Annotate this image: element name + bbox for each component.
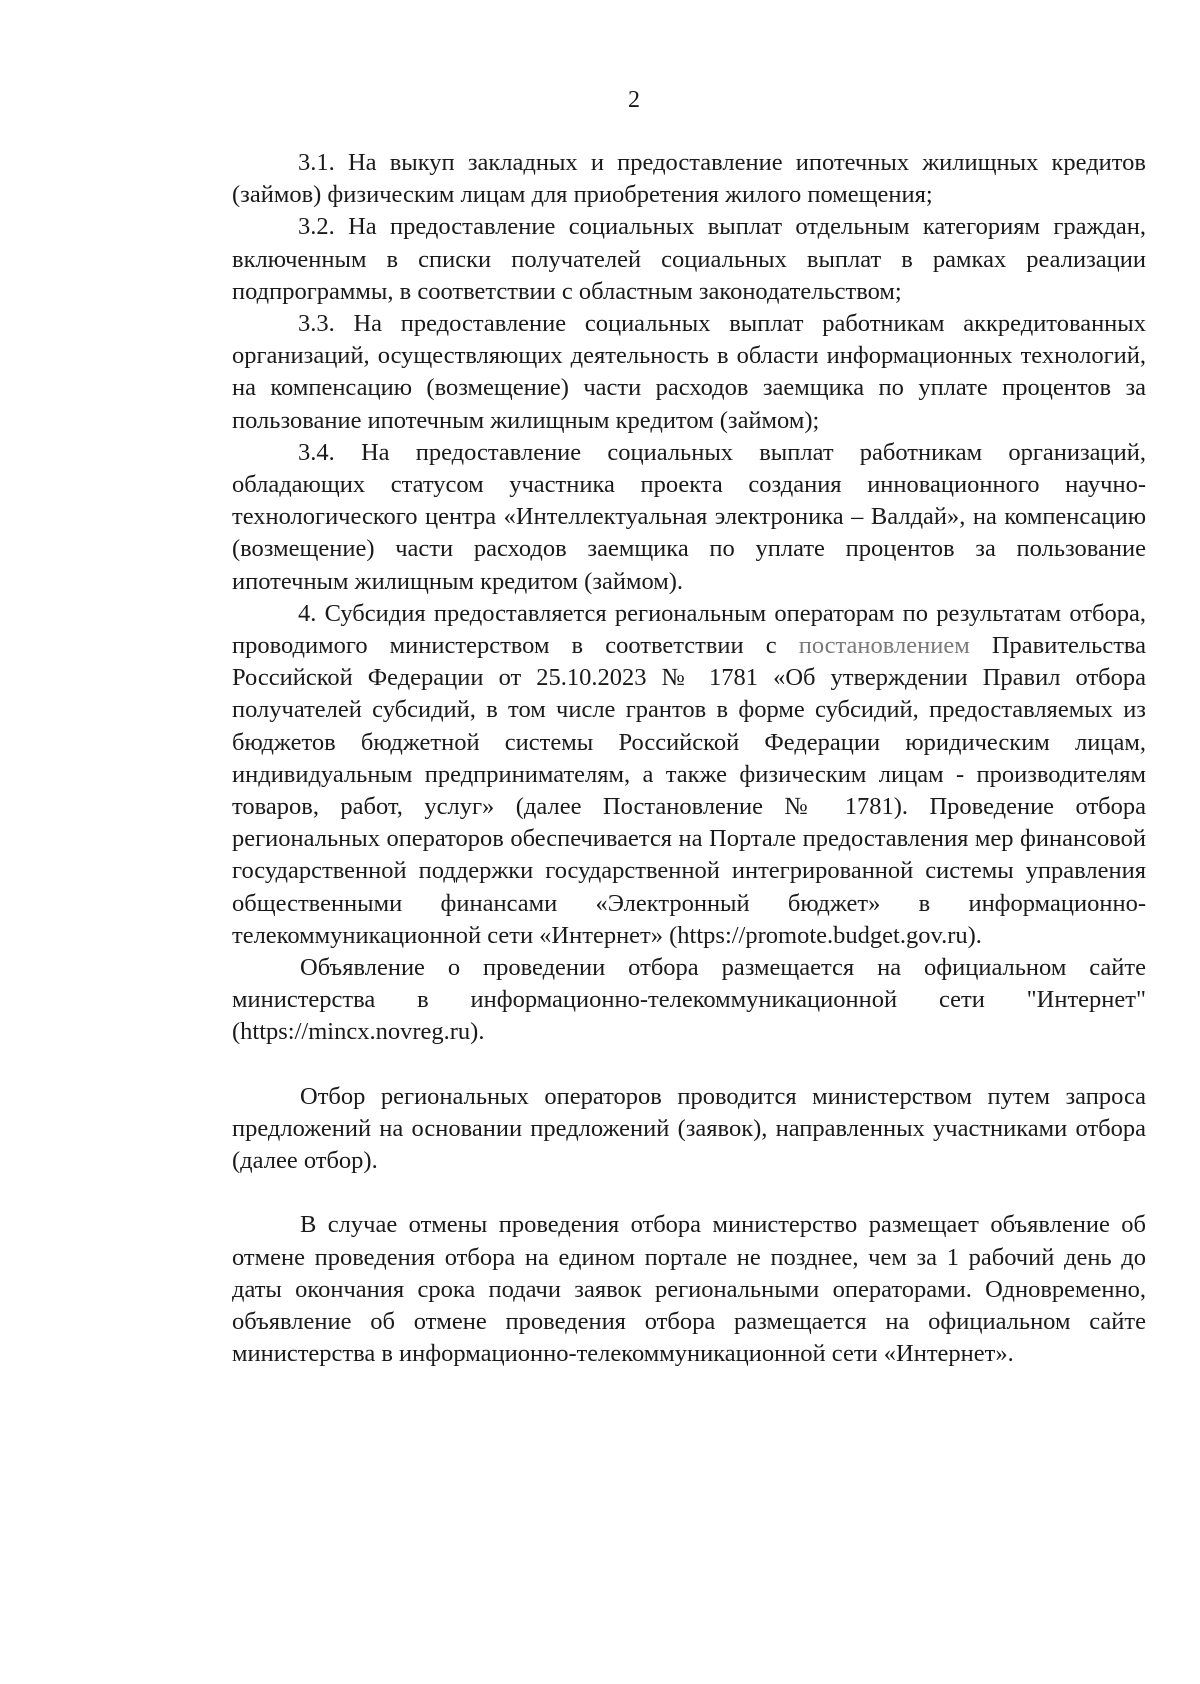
paragraph-4-intro: 4. Субсидия предоставляется региональным операторам по результатам отбора, проводимого министерством в соответствии с [232,599,1146,660]
paragraph-3-1: 3.1. На выкуп закладных и предоставление ипотечных жилищных кредитов (займов) физическим лицам для приобретения жилого помещения; [232,149,1146,209]
page-number: 2 [628,87,640,113]
resolution-link[interactable]: постановлением [798,632,970,660]
paragraph-3-3: 3.3. На предоставление социальных выплат работникам аккредитованных организаций, осуществляющих деятельность в области информационных технологий, на компенсацию (возмещение) части расходов заемщика по уплате процентов за пользование ипотечным жилищным кредитом (займом); [232,310,1146,434]
paragraph-4 [232,598,1146,952]
paragraph-selection: Отбор региональных операторов проводится министерством путем запроса предложений на основании предложений (заявок), направленных участниками отбора (далее отбор). [232,1082,1146,1175]
document-body [232,147,1146,1370]
paragraph-cancellation: В случае отмены проведения отбора министерство размещает объявление об отмене проведения отбора на едином портале не позднее, чем за 1 рабочий день до даты окончания срока подачи заявок региональными операторами. Одновременно, объявление об отмене проведения отбора размещается на официальном сайте министерства в информационно-телекоммуникационной сети «Интернет». [232,1211,1146,1368]
paragraph-3-2: 3.2. На предоставление социальных выплат отдельным категориям граждан, включенным в списки получателей социальных выплат в рамках реализации подпрограммы, в соответствии с областным законодательством; [232,213,1146,305]
paragraph-3-4: 3.4. На предоставление социальных выплат работникам организаций, обладающих статусом участника проекта создания инновационного научно-технологического центра «Интеллектуальная электроника – Валдай», на компенсацию (возмещение) части расходов заемщика по уплате процентов за пользование ипотечным жилищным кредитом (займом). [232,438,1146,595]
paragraph-4-body: Правительства Российской Федерации от 25.10.2023 № 1781 «Об утверждении Правил отбора получателей субсидий, в том числе грантов в форме субсидий, предоставляемых из бюджетов бюджетной системы Российской Федерации юридическим лицам, индивидуальным предпринимателям, а также физическим лицам - производителям товаров, работ, услуг» (далее Постановление № 1781). Проведение отбора региональных операторов обеспечивается на Портале предоставления мер финансовой государственной поддержки государственной интегрированной системы управления общественными финансами «Электронный бюджет» в информационно-телекоммуникационной сети «Интернет» (https://promote.budget.gov.ru). [232,632,1147,949]
paragraph-announcement: Объявление о проведении отбора размещается на официальном сайте министерства в информационно-телекоммуникационной сети "Интернет" (https://mincx.novreg.ru). [232,954,1146,1046]
